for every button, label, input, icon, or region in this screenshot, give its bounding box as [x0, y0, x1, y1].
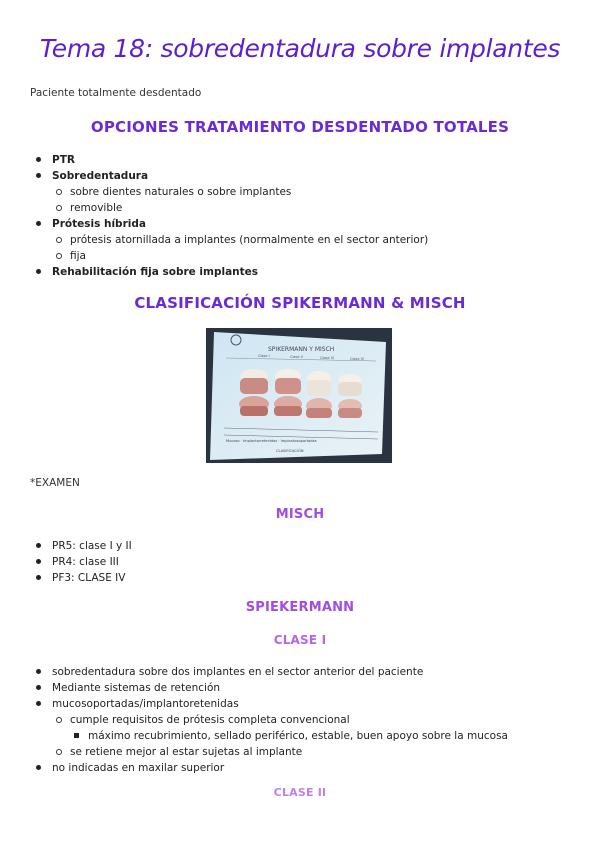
- bullet-icon: [36, 269, 41, 274]
- sub-list-item: fija: [0, 248, 600, 264]
- sub-list-item: cumple requisitos de prótesis completa convencional: [0, 712, 600, 728]
- circle-bullet-icon: [56, 717, 62, 723]
- sub-sub-list-item: máximo recubrimiento, sellado periférico, estable, buen apoyo sobre la mucosa: [0, 728, 600, 744]
- circle-bullet-icon: [56, 189, 62, 195]
- list-item: Prótesis híbrida: [0, 216, 600, 232]
- list-item: PR4: clase III: [0, 554, 600, 570]
- slide-col-label: Clase IV: [350, 357, 365, 361]
- bullet-icon: [36, 221, 41, 226]
- sub-list-item: se retiene mejor al estar sujetas al implante: [0, 744, 600, 760]
- clase-1-list: [0, 664, 600, 776]
- misch-list: [0, 538, 600, 586]
- slide-col-label: Clase III: [320, 356, 334, 360]
- intro-text: Paciente totalmente desdentado: [30, 87, 202, 99]
- list-item: PTR: [0, 152, 600, 168]
- circle-bullet-icon: [56, 253, 62, 259]
- denture-model: [239, 369, 269, 416]
- sub-list-item: prótesis atornillada a implantes (normalmente en el sector anterior): [0, 232, 600, 248]
- list-item: PR5: clase I y II: [0, 538, 600, 554]
- denture-model: [306, 371, 332, 418]
- denture-model: [274, 369, 302, 416]
- slide-photo: [206, 328, 392, 463]
- list-item: mucosoportadas/implantoretenidas: [0, 696, 600, 712]
- slide-photo-illustration: [206, 328, 392, 463]
- list-item: no indicadas en maxilar superior: [0, 760, 600, 776]
- section-heading-opciones: OPCIONES TRATAMIENTO DESDENTADO TOTALES: [90, 118, 510, 136]
- list-item: Rehabilitación fija sobre implantes: [0, 264, 600, 280]
- bullet-icon: [36, 157, 41, 162]
- exam-note: *EXAMEN: [30, 477, 80, 489]
- list-item: Sobredentadura: [0, 168, 600, 184]
- bullet-icon: [36, 559, 41, 564]
- circle-bullet-icon: [56, 749, 62, 755]
- bullet-icon: [36, 575, 41, 580]
- list-item: PF3: CLASE IV: [0, 570, 600, 586]
- bullet-icon: [36, 173, 41, 178]
- slide-title-text: SPIKERMANN Y MISCH: [268, 346, 335, 353]
- slide-caption-text: Mucoso · Implantorretenidas · Implantosoportadas: [226, 439, 317, 443]
- heading-clase-1: CLASE I: [273, 633, 327, 647]
- sub-list-item: sobre dientes naturales o sobre implantes: [0, 184, 600, 200]
- bullet-icon: [36, 669, 41, 674]
- heading-spiekermann: SPIEKERMANN: [245, 600, 355, 615]
- opciones-list: [0, 152, 600, 280]
- slide-footer-text: CLASIFICACIÓN: [276, 449, 304, 453]
- heading-misch: MISCH: [275, 507, 325, 522]
- slide-col-label: Clase I: [258, 354, 270, 358]
- list-item: sobredentadura sobre dos implantes en el sector anterior del paciente: [0, 664, 600, 680]
- bullet-icon: [36, 701, 41, 706]
- section-heading-clasificacion: CLASIFICACIÓN SPIKERMANN & MISCH: [134, 294, 466, 312]
- circle-bullet-icon: [56, 205, 62, 211]
- slide-col-label: Clase II: [290, 355, 303, 359]
- list-item: Mediante sistemas de retención: [0, 680, 600, 696]
- heading-clase-2: CLASE II: [273, 786, 327, 799]
- bullet-icon: [36, 543, 41, 548]
- sub-list-item: removible: [0, 200, 600, 216]
- bullet-icon: [36, 765, 41, 770]
- page-title: Tema 18: sobredentadura sobre implantes: [39, 34, 561, 63]
- circle-bullet-icon: [56, 237, 62, 243]
- square-bullet-icon: [74, 733, 79, 738]
- bullet-icon: [36, 685, 41, 690]
